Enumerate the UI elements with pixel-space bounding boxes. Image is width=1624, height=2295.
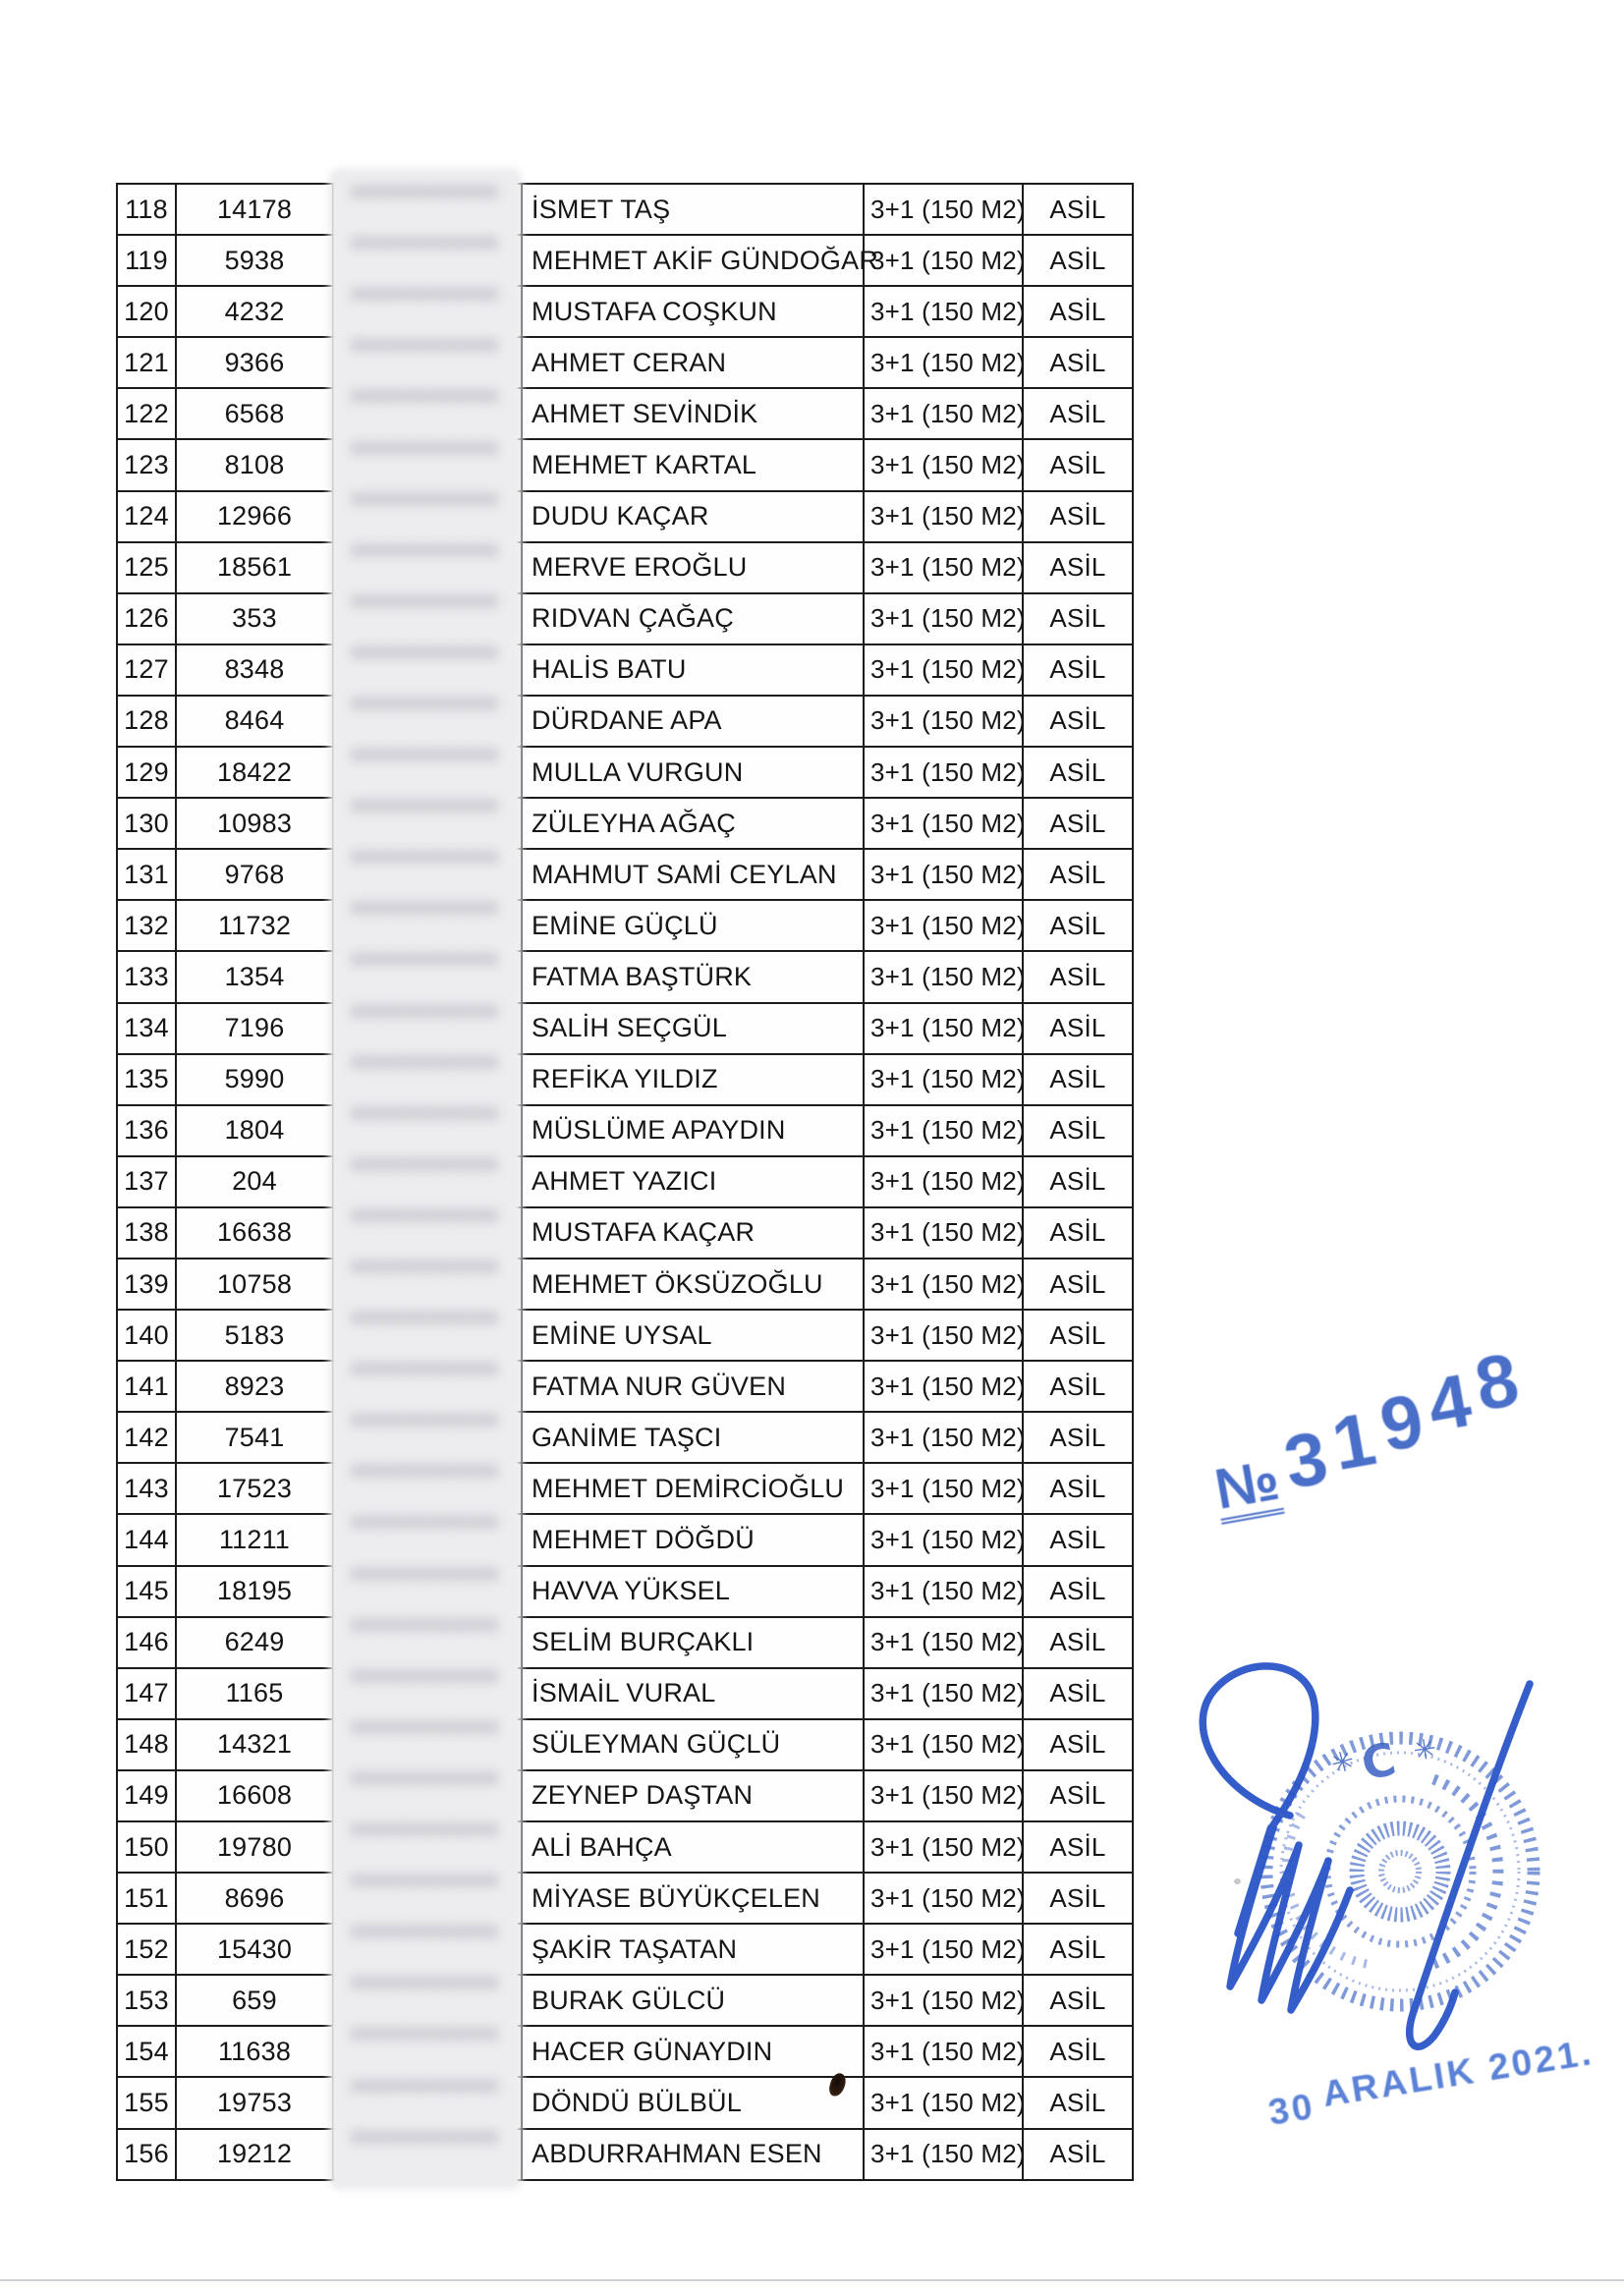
row-number-cell: 152 (118, 1925, 177, 1976)
row-number-cell: 149 (118, 1771, 177, 1822)
redacted-id-smudge: *********** (351, 2125, 500, 2158)
status-cell: ASİL (1024, 748, 1134, 799)
applicant-name-cell: FATMA BAŞTÜRK (523, 952, 865, 1003)
applicant-name-cell: BURAK GÜLCÜ (523, 1976, 865, 2027)
applicant-name-cell: RIDVAN ÇAĞAÇ (523, 594, 865, 645)
application-number-cell: 10758 (177, 1259, 334, 1311)
applicant-name-cell: İSMET TAŞ (523, 185, 865, 236)
unit-type-cell: 3+1 (150 M2) (865, 1311, 1024, 1362)
redacted-id-smudge: *********** (351, 232, 500, 265)
applicant-name-cell: ZEYNEP DAŞTAN (523, 1771, 865, 1822)
unit-type-cell: 3+1 (150 M2) (865, 440, 1024, 491)
unit-type-cell: 3+1 (150 M2) (865, 1515, 1024, 1566)
application-number-cell: 18422 (177, 748, 334, 799)
applicant-name-cell: REFİKA YILDIZ (523, 1055, 865, 1106)
redacted-id-column (333, 172, 518, 2186)
unit-type-cell: 3+1 (150 M2) (865, 1925, 1024, 1976)
application-number-cell: 11638 (177, 2027, 334, 2078)
unit-type-cell: 3+1 (150 M2) (865, 1106, 1024, 1157)
status-cell: ASİL (1024, 1413, 1134, 1464)
unit-type-cell: 3+1 (150 M2) (865, 2078, 1024, 2129)
applicant-name-cell: MERVE EROĞLU (523, 543, 865, 594)
redacted-id-smudge: *********** (351, 1256, 500, 1289)
allocation-table (116, 183, 1134, 2181)
application-number-cell: 18195 (177, 1567, 334, 1618)
status-cell: ASİL (1024, 492, 1134, 543)
application-number-cell: 9768 (177, 850, 334, 901)
application-number-cell: 6568 (177, 389, 334, 440)
redacted-id-smudge: *********** (351, 385, 500, 419)
redacted-id-smudge: *********** (351, 1715, 500, 1749)
row-number-cell: 143 (118, 1464, 177, 1515)
status-cell: ASİL (1024, 338, 1134, 389)
unit-type-cell: 3+1 (150 M2) (865, 1464, 1024, 1515)
application-number-cell: 659 (177, 1976, 334, 2027)
applicant-name-cell: MUSTAFA KAÇAR (523, 1208, 865, 1259)
row-number-cell: 129 (118, 748, 177, 799)
application-number-cell: 5938 (177, 236, 334, 287)
unit-type-cell: 3+1 (150 M2) (865, 594, 1024, 645)
redacted-id-smudge: *********** (351, 181, 500, 214)
redacted-id-smudge: *********** (351, 2074, 500, 2107)
unit-type-cell: 3+1 (150 M2) (865, 1567, 1024, 1618)
row-number-cell: 120 (118, 287, 177, 338)
row-number-cell: 127 (118, 645, 177, 697)
applicant-name-cell: FATMA NUR GÜVEN (523, 1362, 865, 1413)
redacted-id-smudge: *********** (351, 1101, 500, 1135)
applicant-name-cell: MİYASE BÜYÜKÇELEN (523, 1874, 865, 1925)
application-number-cell: 353 (177, 594, 334, 645)
applicant-name-cell: İSMAİL VURAL (523, 1669, 865, 1720)
applicant-name-cell: SELİM BURÇAKLI (523, 1618, 865, 1669)
status-cell: ASİL (1024, 440, 1134, 491)
row-number-cell: 130 (118, 799, 177, 850)
row-number-cell: 154 (118, 2027, 177, 2078)
unit-type-cell: 3+1 (150 M2) (865, 799, 1024, 850)
row-number-cell: 132 (118, 901, 177, 952)
applicant-name-cell: MEHMET ÖKSÜZOĞLU (523, 1259, 865, 1311)
svg-text:C: C (1357, 1731, 1401, 1791)
seal-top-text (1327, 1732, 1438, 1791)
row-number-cell: 155 (118, 2078, 177, 2129)
redacted-id-smudge: *********** (351, 1409, 500, 1442)
unit-type-cell: 3+1 (150 M2) (865, 389, 1024, 440)
unit-type-cell: 3+1 (150 M2) (865, 1669, 1024, 1720)
row-number-cell: 121 (118, 338, 177, 389)
applicant-name-cell: HACER GÜNAYDIN (523, 2027, 865, 2078)
unit-type-cell: 3+1 (150 M2) (865, 185, 1024, 236)
round-seal-icon (1266, 1738, 1534, 2005)
applicant-name-cell: MEHMET DÖĞDÜ (523, 1515, 865, 1566)
applicant-name-cell: MULLA VURGUN (523, 748, 865, 799)
application-number-cell: 10983 (177, 799, 334, 850)
status-cell: ASİL (1024, 1822, 1134, 1874)
redacted-id-smudge: *********** (351, 1050, 500, 1084)
unit-type-cell: 3+1 (150 M2) (865, 1362, 1024, 1413)
redacted-id-smudge: *********** (351, 1460, 500, 1493)
row-number-cell: 137 (118, 1157, 177, 1208)
status-cell: ASİL (1024, 1362, 1134, 1413)
applicant-name-cell: MEHMET AKİF GÜNDOĞAR (523, 236, 865, 287)
applicant-name-cell: HALİS BATU (523, 645, 865, 697)
status-cell: ASİL (1024, 697, 1134, 748)
status-cell: ASİL (1024, 389, 1134, 440)
scan-edge-line (0, 2279, 1624, 2281)
application-number-cell: 204 (177, 1157, 334, 1208)
applicant-name-cell: AHMET YAZICI (523, 1157, 865, 1208)
application-number-cell: 8923 (177, 1362, 334, 1413)
application-number-cell: 5990 (177, 1055, 334, 1106)
status-cell: ASİL (1024, 645, 1134, 697)
application-number-cell: 5183 (177, 1311, 334, 1362)
unit-type-cell: 3+1 (150 M2) (865, 2130, 1024, 2181)
redacted-id-smudge: *********** (351, 1921, 500, 1954)
status-cell: ASİL (1024, 799, 1134, 850)
row-number-cell: 119 (118, 236, 177, 287)
redacted-id-smudge: *********** (351, 692, 500, 725)
status-cell: ASİL (1024, 287, 1134, 338)
status-cell: ASİL (1024, 185, 1134, 236)
status-cell: ASİL (1024, 1259, 1134, 1311)
status-cell: ASİL (1024, 1004, 1134, 1055)
redacted-id-smudge: *********** (351, 1511, 500, 1544)
status-cell: ASİL (1024, 1515, 1134, 1566)
application-number-cell: 1804 (177, 1106, 334, 1157)
applicant-name-cell: MEHMET DEMİRCİOĞLU (523, 1464, 865, 1515)
unit-type-cell: 3+1 (150 M2) (865, 236, 1024, 287)
status-cell: ASİL (1024, 2130, 1134, 2181)
row-number-cell: 156 (118, 2130, 177, 2181)
redacted-id-smudge: *********** (351, 897, 500, 930)
unit-type-cell: 3+1 (150 M2) (865, 1157, 1024, 1208)
redacted-id-smudge: *********** (351, 1203, 500, 1237)
redacted-id-smudge: *********** (351, 999, 500, 1033)
status-cell: ASİL (1024, 1311, 1134, 1362)
unit-type-cell: 3+1 (150 M2) (865, 1055, 1024, 1106)
date-stamp-day: 30 (1265, 2086, 1318, 2133)
applicant-name-cell: MEHMET KARTAL (523, 440, 865, 491)
status-cell: ASİL (1024, 1157, 1134, 1208)
applicant-name-cell: MÜSLÜME APAYDIN (523, 1106, 865, 1157)
application-number-cell: 14178 (177, 185, 334, 236)
status-cell: ASİL (1024, 2027, 1134, 2078)
application-number-cell: 12966 (177, 492, 334, 543)
unit-type-cell: 3+1 (150 M2) (865, 287, 1024, 338)
row-number-cell: 142 (118, 1413, 177, 1464)
svg-text:✳: ✳ (1326, 1743, 1359, 1781)
unit-type-cell: 3+1 (150 M2) (865, 1208, 1024, 1259)
application-number-cell: 9366 (177, 338, 334, 389)
row-number-cell: 151 (118, 1874, 177, 1925)
number-stamp (1203, 1337, 1580, 1580)
applicant-name-cell: SÜLEYMAN GÜÇLÜ (523, 1720, 865, 1771)
row-number-cell: 123 (118, 440, 177, 491)
redacted-id-smudge: *********** (351, 283, 500, 316)
row-number-cell: 145 (118, 1567, 177, 1618)
number-stamp-digit: 4 (1422, 1358, 1478, 1448)
application-number-cell: 16638 (177, 1208, 334, 1259)
application-number-cell: 8348 (177, 645, 334, 697)
status-cell: ASİL (1024, 1567, 1134, 1618)
application-number-cell: 4232 (177, 287, 334, 338)
redacted-id-smudge: *********** (351, 1562, 500, 1595)
redacted-id-smudge: *********** (351, 1613, 500, 1647)
numero-sign: № (1210, 1452, 1284, 1525)
row-number-cell: 118 (118, 185, 177, 236)
row-number-cell: 136 (118, 1106, 177, 1157)
number-stamp-digit: 3 (1278, 1415, 1334, 1505)
redacted-id-smudge: *********** (351, 1664, 500, 1698)
row-number-cell: 150 (118, 1822, 177, 1874)
applicant-name-cell: DUDU KAÇAR (523, 492, 865, 543)
unit-type-cell: 3+1 (150 M2) (865, 901, 1024, 952)
unit-type-cell: 3+1 (150 M2) (865, 492, 1024, 543)
number-stamp-digit: 8 (1469, 1337, 1525, 1428)
redacted-id-smudge: *********** (351, 1819, 500, 1852)
redacted-id-smudge: *********** (351, 487, 500, 521)
row-number-cell: 146 (118, 1618, 177, 1669)
status-cell: ASİL (1024, 1055, 1134, 1106)
status-cell: ASİL (1024, 1874, 1134, 1925)
unit-type-cell: 3+1 (150 M2) (865, 1618, 1024, 1669)
status-cell: ASİL (1024, 1618, 1134, 1669)
applicant-name-cell: GANİME TAŞCI (523, 1413, 865, 1464)
status-cell: ASİL (1024, 850, 1134, 901)
applicant-name-cell: EMİNE UYSAL (523, 1311, 865, 1362)
unit-type-cell: 3+1 (150 M2) (865, 952, 1024, 1003)
applicant-name-cell: AHMET SEVİNDİK (523, 389, 865, 440)
status-cell: ASİL (1024, 543, 1134, 594)
applicant-name-cell: ŞAKİR TAŞATAN (523, 1925, 865, 1976)
signature (1203, 1666, 1530, 2046)
scan-speck (1234, 1878, 1241, 1884)
applicant-name-cell: EMİNE GÜÇLÜ (523, 901, 865, 952)
redacted-id-smudge: *********** (351, 589, 500, 623)
unit-type-cell: 3+1 (150 M2) (865, 1771, 1024, 1822)
date-stamp (1264, 2031, 1596, 2133)
unit-type-cell: 3+1 (150 M2) (865, 1720, 1024, 1771)
status-cell: ASİL (1024, 901, 1134, 952)
row-number-cell: 135 (118, 1055, 177, 1106)
row-number-cell: 128 (118, 697, 177, 748)
status-cell: ASİL (1024, 1464, 1134, 1515)
redacted-id-smudge: *********** (351, 1358, 500, 1391)
applicant-name-cell: AHMET CERAN (523, 338, 865, 389)
status-cell: ASİL (1024, 1669, 1134, 1720)
status-cell: ASİL (1024, 1720, 1134, 1771)
status-cell: ASİL (1024, 594, 1134, 645)
applicant-name-cell: ABDURRAHMAN ESEN (523, 2130, 865, 2181)
redacted-id-smudge: *********** (351, 948, 500, 981)
redacted-id-smudge: *********** (351, 795, 500, 828)
redacted-id-smudge: *********** (351, 436, 500, 470)
applicant-name-cell: HAVVA YÜKSEL (523, 1567, 865, 1618)
application-number-cell: 15430 (177, 1925, 334, 1976)
application-number-cell: 19780 (177, 1822, 334, 1874)
unit-type-cell: 3+1 (150 M2) (865, 1822, 1024, 1874)
status-cell: ASİL (1024, 1106, 1134, 1157)
row-number-cell: 141 (118, 1362, 177, 1413)
unit-type-cell: 3+1 (150 M2) (865, 1413, 1024, 1464)
row-number-cell: 153 (118, 1976, 177, 2027)
svg-text:✳: ✳ (1411, 1731, 1439, 1767)
unit-type-cell: 3+1 (150 M2) (865, 1259, 1024, 1311)
status-cell: ASİL (1024, 1925, 1134, 1976)
applicant-name-cell: DÜRDANE APA (523, 697, 865, 748)
row-number-cell: 133 (118, 952, 177, 1003)
status-cell: ASİL (1024, 1771, 1134, 1822)
status-cell: ASİL (1024, 1208, 1134, 1259)
unit-type-cell: 3+1 (150 M2) (865, 543, 1024, 594)
application-number-cell: 6249 (177, 1618, 334, 1669)
unit-type-cell: 3+1 (150 M2) (865, 850, 1024, 901)
application-number-cell: 16608 (177, 1771, 334, 1822)
unit-type-cell: 3+1 (150 M2) (865, 697, 1024, 748)
status-cell: ASİL (1024, 952, 1134, 1003)
application-number-cell: 11211 (177, 1515, 334, 1566)
redacted-id-smudge: *********** (351, 1972, 500, 2005)
applicant-name-cell: DÖNDÜ BÜLBÜL (523, 2078, 865, 2129)
unit-type-cell: 3+1 (150 M2) (865, 1976, 1024, 2027)
row-number-cell: 144 (118, 1515, 177, 1566)
redacted-id-smudge: *********** (351, 641, 500, 674)
redacted-id-smudge: *********** (351, 846, 500, 879)
unit-type-cell: 3+1 (150 M2) (865, 1874, 1024, 1925)
status-cell: ASİL (1024, 2078, 1134, 2129)
application-number-cell: 19753 (177, 2078, 334, 2129)
row-number-cell: 134 (118, 1004, 177, 1055)
row-number-cell: 147 (118, 1669, 177, 1720)
row-number-cell: 148 (118, 1720, 177, 1771)
row-number-cell: 124 (118, 492, 177, 543)
application-number-cell: 7196 (177, 1004, 334, 1055)
row-number-cell: 126 (118, 594, 177, 645)
applicant-name-cell: MUSTAFA COŞKUN (523, 287, 865, 338)
application-number-cell: 14321 (177, 1720, 334, 1771)
application-number-cell: 7541 (177, 1413, 334, 1464)
redacted-id-smudge: *********** (351, 1766, 500, 1800)
application-number-cell: 1354 (177, 952, 334, 1003)
application-number-cell: 19212 (177, 2130, 334, 2181)
status-cell: ASİL (1024, 236, 1134, 287)
row-number-cell: 122 (118, 389, 177, 440)
applicant-name-cell: ALİ BAHÇA (523, 1822, 865, 1874)
row-number-cell: 138 (118, 1208, 177, 1259)
applicant-name-cell: ZÜLEYHA AĞAÇ (523, 799, 865, 850)
redacted-id-smudge: *********** (351, 2023, 500, 2056)
redacted-id-smudge: *********** (351, 1307, 500, 1340)
number-stamp-digit: 1 (1325, 1397, 1382, 1487)
redacted-id-smudge: *********** (351, 1870, 500, 1903)
number-stamp-digit: 9 (1373, 1378, 1430, 1469)
row-number-cell: 131 (118, 850, 177, 901)
application-number-cell: 8696 (177, 1874, 334, 1925)
row-number-cell: 139 (118, 1259, 177, 1311)
unit-type-cell: 3+1 (150 M2) (865, 645, 1024, 697)
application-number-cell: 11732 (177, 901, 334, 952)
date-stamp-rest: ARALIK 2021. (1319, 2031, 1596, 2115)
redacted-id-smudge: *********** (351, 538, 500, 572)
redacted-id-smudge: *********** (351, 1152, 500, 1186)
application-number-cell: 17523 (177, 1464, 334, 1515)
redacted-id-smudge: *********** (351, 744, 500, 777)
application-number-cell: 18561 (177, 543, 334, 594)
applicant-name-cell: MAHMUT SAMİ CEYLAN (523, 850, 865, 901)
unit-type-cell: 3+1 (150 M2) (865, 2027, 1024, 2078)
row-number-cell: 125 (118, 543, 177, 594)
unit-type-cell: 3+1 (150 M2) (865, 748, 1024, 799)
unit-type-cell: 3+1 (150 M2) (865, 338, 1024, 389)
application-number-cell: 1165 (177, 1669, 334, 1720)
row-number-cell: 140 (118, 1311, 177, 1362)
status-cell: ASİL (1024, 1976, 1134, 2027)
unit-type-cell: 3+1 (150 M2) (865, 1004, 1024, 1055)
application-number-cell: 8108 (177, 440, 334, 491)
redacted-id-smudge: *********** (351, 334, 500, 367)
applicant-name-cell: SALİH SEÇGÜL (523, 1004, 865, 1055)
application-number-cell: 8464 (177, 697, 334, 748)
